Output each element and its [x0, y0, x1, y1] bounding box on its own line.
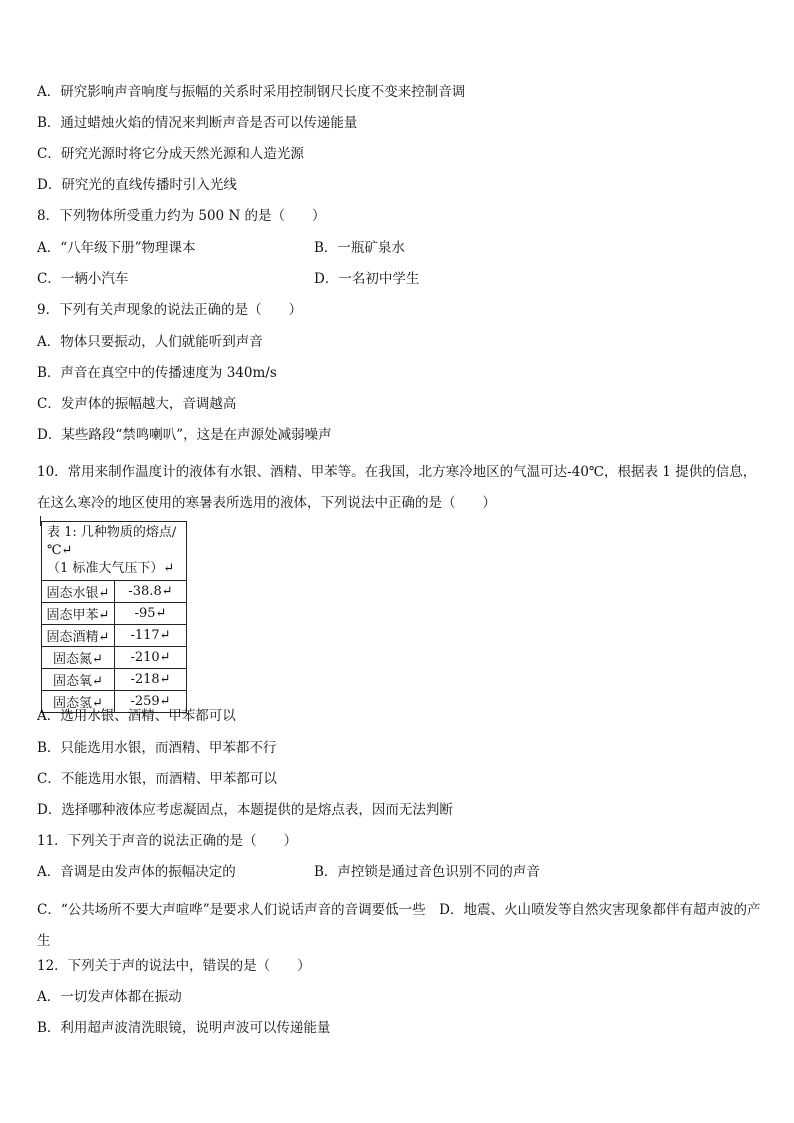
melting-point-table: [41, 521, 187, 713]
substance-name: 固态氢↵: [42, 691, 115, 713]
table-row: [42, 603, 187, 625]
q7-option-c: C．研究光源时将它分成天然光源和人造光源: [37, 146, 304, 162]
q9-option-b: B．声音在真空中的传播速度为 340m/s: [37, 365, 277, 381]
table-caption-row: [42, 522, 187, 581]
melting-point-value: -259↵: [115, 691, 187, 713]
table-row: [42, 647, 187, 669]
q9-option-a: A．物体只要振动，人们就能听到声音: [37, 334, 263, 350]
table-caption: [42, 522, 187, 581]
substance-name: 固态氮↵: [42, 647, 115, 669]
q7-option-a: A．研究影响声音响度与振幅的关系时采用控制钢尺长度不变来控制音调: [37, 84, 466, 100]
q10-option-b: B．只能选用水银，而酒精、甲苯都不行: [37, 740, 277, 756]
table-caption-line-1: 表 1: 几种物质的熔点/℃↵: [47, 525, 177, 558]
table-row: [42, 669, 187, 691]
substance-name: 固态氧↵: [42, 669, 115, 691]
substance-name: 固态酒精↵: [42, 625, 115, 647]
substance-name: 固态甲苯↵: [42, 603, 115, 625]
q8-option-d: D．一名初中学生: [314, 271, 420, 287]
q9-option-c: C．发声体的振幅越大，音调越高: [37, 396, 237, 412]
q11-option-b: B．声控锁是通过音色识别不同的声音: [314, 864, 540, 880]
table-row: [42, 581, 187, 603]
melting-point-value: -117↵: [115, 625, 187, 647]
q8-option-a: A．“八年级下册”物理课本: [37, 240, 196, 256]
q10-option-c: C．不能选用水银，而酒精、甲苯都可以: [37, 771, 277, 787]
q8-option-c: C．一辆小汽车: [37, 271, 129, 287]
q7-option-d: D．研究光的直线传播时引入光线: [37, 177, 237, 193]
q11-option-a: A．音调是由发声体的振幅决定的: [37, 864, 236, 880]
melting-point-value: -210↵: [115, 647, 187, 669]
q9-stem: 9．下列有关声现象的说法正确的是（ ）: [37, 302, 303, 318]
melting-point-value: -95↵: [115, 603, 187, 625]
q8-stem: 8．下列物体所受重力约为 500 N 的是（ ）: [37, 208, 326, 224]
melting-point-value: -218↵: [115, 669, 187, 691]
q7-option-b: B．通过蜡烛火焰的情况来判断声音是否可以传递能量: [37, 115, 358, 131]
q12-option-a: A．一切发声体都在振动: [37, 989, 182, 1005]
table-caption-line-2: （1 标准大气压下）↵: [47, 561, 175, 576]
q11-option-c-d: C．“公共场所不要大声喧哗”是要求人们说话声音的音调要低一些 D．地震、火山喷发等自然灾害现象都伴有超声波的产生: [37, 902, 761, 949]
q10-stem: 10．常用来制作温度计的液体有水银、酒精、甲苯等。在我国，北方寒冷地区的气温可达-40℃，根据表 1 提供的信息，在这么寒冷的地区使用的寒暑表所选用的液体，下列说法中正确的是（ ）: [37, 464, 757, 511]
table-row: [42, 625, 187, 647]
melting-point-value: -38.8↵: [115, 581, 187, 603]
q10-option-a: A．选用水银、酒精、甲苯都可以: [37, 708, 236, 724]
substance-name: 固态水银↵: [42, 581, 115, 603]
q11-stem: 11．下列关于声音的说法正确的是（ ）: [37, 833, 298, 849]
q9-option-d: D．某些路段“禁鸣喇叭”，这是在声源处减弱噪声: [37, 427, 332, 443]
q12-stem: 12．下列关于声的说法中，错误的是（ ）: [37, 958, 311, 974]
q12-option-b: B．利用超声波清洗眼镜，说明声波可以传递能量: [37, 1020, 331, 1036]
q10-option-d: D．选择哪种液体应考虑凝固点，本题提供的是熔点表，因而无法判断: [37, 802, 453, 818]
q8-option-b: B．一瓶矿泉水: [314, 240, 405, 256]
